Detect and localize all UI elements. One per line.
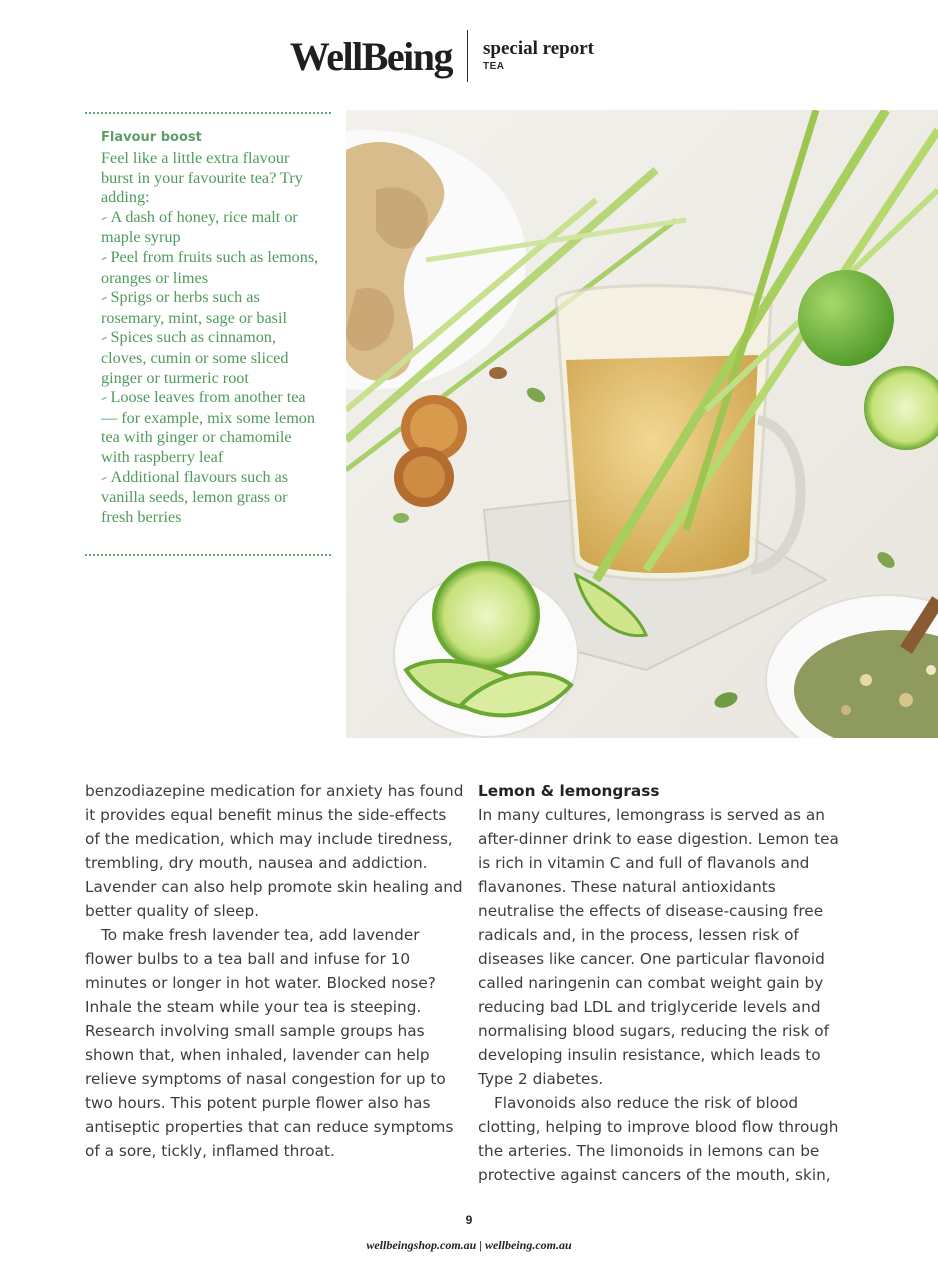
list-item: –Sprigs or herbs such as rosemary, mint, sage or basil [98,288,287,327]
paragraph: Flavonoids also reduce the risk of blood clotting, helping to improve blood flow through the arteries. The limonoids in lemons can be protective against cancers of the mouth, skin, [478,1094,839,1184]
section-subtitle: TEA [483,61,505,72]
tea-photo-illustration [346,110,938,738]
list-item: –Loose leaves from another tea — for example, mix some lemon tea with ginger or chamomile with raspberry leaf [98,388,315,466]
dash-icon: – [98,210,111,227]
sidebar-heading: Flavour boost [101,130,202,145]
paragraph: In many cultures, lemongrass is served as an after-dinner drink to ease digestion. Lemon tea is rich in vitamin C and full of flavanols and flavanones. These natural antioxidants neutralise the effects of disease-causing free radicals and, in the process, lessen risk of diseases like cancer. One particular flavonoid called naringenin can combat weight gain by reducing bad LDL and triglyceride levels and normalising blood sugars, reducing the risk of developing insulin resistance, which leads to Type 2 diabetes. [478,806,839,1088]
page-header [0,28,938,84]
lemon-heading: Lemon & lemongrass [478,782,660,800]
page-number: 9 [465,1213,473,1227]
footer-url: wellbeingshop.com.au | wellbeing.com.au [366,1238,572,1252]
sidebar-intro: Feel like a little extra flavour burst in your favourite tea? Try adding: [101,149,303,207]
header-divider [467,30,468,82]
dash-icon: – [98,469,111,487]
paragraph: benzodiazepine medication for anxiety has found it provides equal benefit minus the side-effects of the medication, which may include tiredness, trembling, dry mouth, nausea and addiction. Lavender can also help promote skin healing and better quality of sleep. [85,782,464,920]
dash-icon: – [98,250,111,267]
dash-icon: – [98,330,111,348]
dash-icon: – [98,390,111,407]
brand-logo: WellBeing [289,34,452,79]
list-item: –Additional flavours such as vanilla seeds, lemon grass or fresh berries [98,467,289,526]
flavour-boost-box [85,112,331,556]
paragraph: To make fresh lavender tea, add lavender flower bulbs to a tea ball and infuse for 10 minutes or longer in hot water. Blocked nose? Inhale the steam while your tea is steeping. Research involving small sample groups has shown that, when inhaled, lavender can help relieve symptoms of nasal congestion for up to two hours. This potent purple flower also has antiseptic properties that can reduce symptoms of a sore, tickly, inflamed throat. [85,926,454,1160]
list-item: –Peel from fruits such as lemons, oranges or limes [98,247,319,287]
tea-photo [346,110,938,738]
right-column [478,779,850,1187]
section-title: special report [483,38,594,59]
list-item: –Spices such as cinnamon, cloves, cumin or some sliced ginger or turmeric root [98,328,289,387]
dash-icon: – [98,290,111,307]
left-column [85,779,465,1163]
list-item: –A dash of honey, rice malt or maple syrup [98,207,298,247]
sidebar-body [98,149,323,527]
